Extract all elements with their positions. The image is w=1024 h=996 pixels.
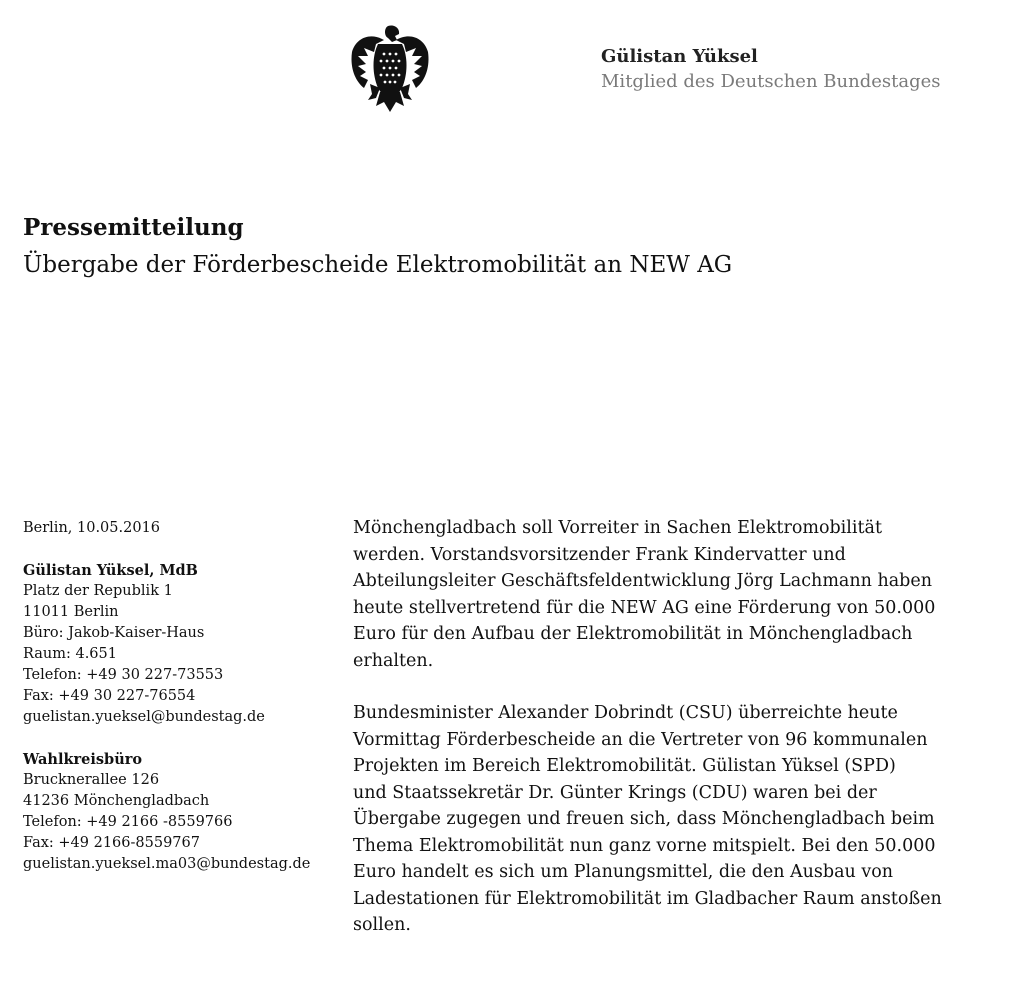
address-line: Platz der Republik 1 [23, 583, 173, 599]
press-release-body [353, 515, 1003, 939]
wahlkreis-office-title: Wahlkreisbüro [23, 751, 143, 768]
text-line: Thema Elektromobilität nun ganz vorne mitspielt. Bei den 50.000 [353, 835, 936, 856]
berlin-office-name: Gülistan Yüksel, MdB [23, 562, 198, 579]
member-role: Mitglied des Deutschen Bundestages [601, 71, 941, 92]
text-line: erhalten. [353, 650, 434, 671]
text-line: Bundesminister Alexander Dobrindt (CSU) überreichte heute [353, 703, 898, 723]
text-line: Euro für den Aufbau der Elektromobilität in Mönchengladbach [353, 624, 913, 644]
contact-sidebar [23, 518, 343, 875]
wahlkreis-postal-line: 41236 Mönchengladbach [23, 793, 210, 809]
wahlkreis-phone-line: Telefon: +49 2166 -8559766 [23, 814, 233, 830]
text-line: Abteilungsleiter Geschäftsfeldentwicklung Jörg Lachmann haben [353, 571, 932, 591]
text-line: Euro handelt es sich um Planungsmittel, die den Ausbau von [353, 862, 894, 882]
text-line: Projekten im Bereich Elektromobilität. Gülistan Yüksel (SPD) [353, 756, 896, 776]
bundestag-eagle-icon [350, 22, 430, 114]
date-line: Berlin, 10.05.2016 [23, 520, 161, 536]
text-line: heute stellvertretend für die NEW AG eine Förderung von 50.000 [353, 597, 936, 618]
wahlkreis-email-line: guelistan.yueksel.ma03@bundestag.de [23, 856, 311, 872]
phone-line: Telefon: +49 30 227-73553 [23, 667, 224, 683]
text-line: Ladestationen für Elektromobilität im Gladbacher Raum anstoßen [353, 888, 942, 909]
fax-line: Fax: +49 30 227-76554 [23, 688, 196, 704]
email-line: guelistan.yueksel@bundestag.de [23, 709, 265, 725]
wahlkreis-address-line: Brucknerallee 126 [23, 772, 160, 788]
press-release-title: Pressemitteilung [23, 214, 244, 241]
text-line: sollen. [353, 915, 411, 935]
text-line: Vormittag Förderbescheide an die Vertreter von 96 kommunalen [353, 729, 928, 750]
postal-line: 11011 Berlin [23, 604, 119, 620]
text-line: Übergabe zugegen und freuen sich, dass Mönchengladbach beim [353, 809, 935, 829]
wahlkreis-fax-line: Fax: +49 2166-8559767 [23, 835, 200, 851]
member-name: Gülistan Yüksel [601, 46, 758, 67]
text-line: Mönchengladbach soll Vorreiter in Sachen Elektromobilität [353, 518, 882, 538]
paragraph-1 [353, 515, 1003, 674]
press-release-subtitle: Übergabe der Förderbescheide Elektromobilität an NEW AG [23, 252, 733, 278]
paragraph-2 [353, 700, 1003, 939]
room-line: Raum: 4.651 [23, 646, 117, 662]
text-line: werden. Vorstandsvorsitzender Frank Kindervatter und [353, 544, 846, 565]
text-line: und Staatssekretär Dr. Günter Krings (CDU) waren bei der [353, 782, 877, 803]
office-line: Büro: Jakob-Kaiser-Haus [23, 625, 205, 641]
